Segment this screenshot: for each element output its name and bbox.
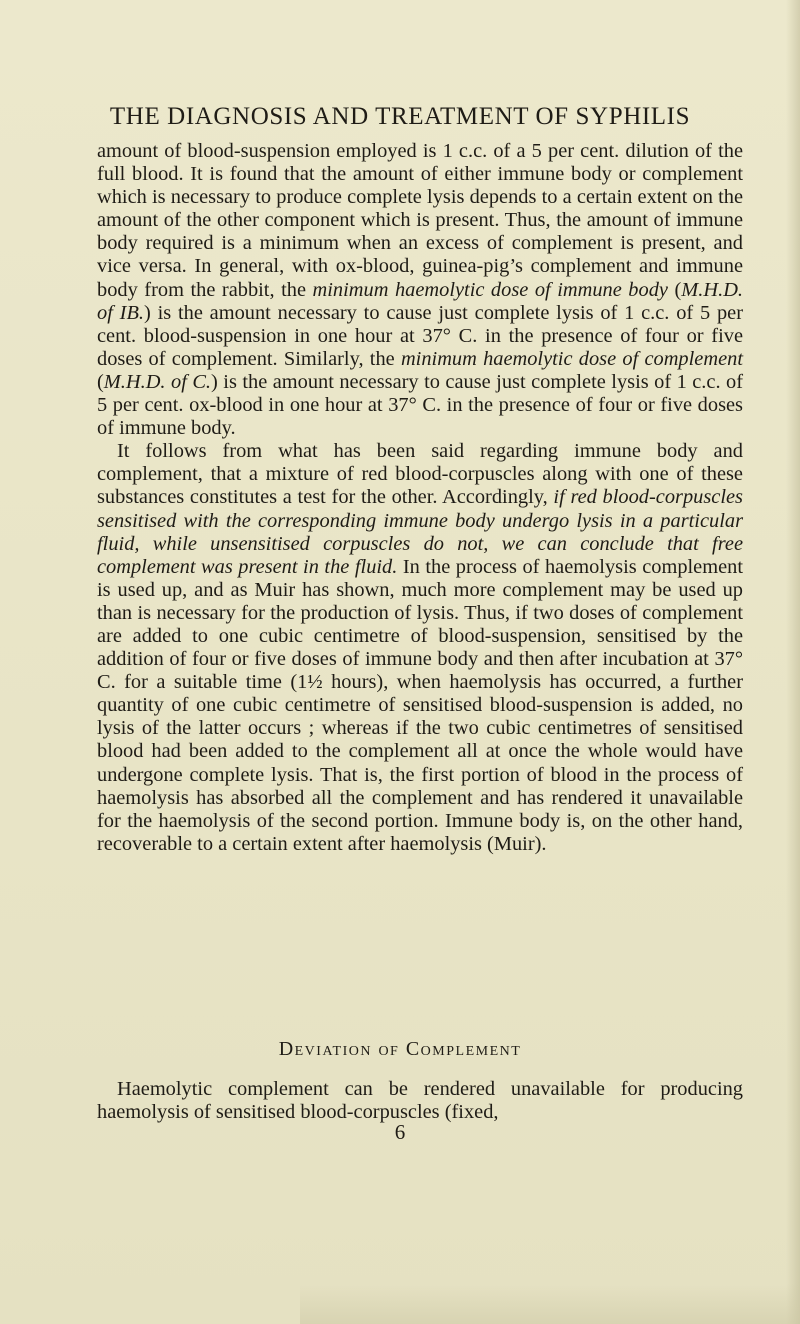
italic-text-segment: minimum haemolytic dose of immune body: [312, 278, 668, 301]
italic-text-segment: if red blood-corpuscles sensitised with the corresponding immune body undergo lysis in a particular fluid, while unsensitised corpuscles do not, we can conclude that free complement was present in the fluid.: [97, 486, 743, 578]
italic-text-segment: minimum haemolytic dose of complement: [400, 347, 743, 370]
page-bottom-shadow: [300, 1284, 800, 1324]
page-edge-shadow: [786, 0, 800, 1324]
section-body: [97, 1078, 743, 1124]
paragraph-2: [97, 440, 743, 856]
text-segment: ) is the amount necessary to cause just complete lysis of 1 c.c. of 5 per cent. blood-suspension in one hour at 37° C. in the presence of four or five doses of complement. Similarly, the: [97, 301, 743, 370]
text-segment: It follows from what has been said regarding immune body and complement, that a mixture of red blood-corpuscles along with one of these substances constitutes a test for the other. Accordingly,: [97, 440, 743, 509]
italic-text-segment: M.H.D. of IB.: [97, 278, 744, 324]
text-segment: (: [667, 278, 682, 301]
section-heading: Deviation of Complement: [278, 1038, 522, 1060]
text-segment: In the process of haemolysis complement is used up, and as Muir has shown, much more complement may be used up than is necessary for the production of lysis. Thus, if two doses of complement are added to one cubic centimetre of blood-suspension, sensitised by the addition of four or five doses of immune body and then after incubation at 37° C. for a suitable time (1½ hours), when haemolysis has occurred, a further quantity of one cubic centimetre of sensitised blood-suspension is added, no lysis of the latter occurs ; whereas if the two cubic centimetres of sensitised blood had been added to the complement all at once the whole would have undergone complete lysis. That is, the first portion of blood in the process of haemolysis has absorbed all the complement and has rendered it unavailable for the haemolysis of the second portion. Immune body is, on the other hand, recoverable to a certain extent after haemolysis (Muir).: [97, 555, 743, 855]
body-text: [97, 140, 743, 856]
section-paragraph: Haemolytic complement can be rendered unavailable for producing haemolysis of sensitised blood-corpuscles (fixed,: [97, 1078, 743, 1124]
italic-text-segment: M.H.D. of C.: [103, 370, 212, 393]
text-segment: (: [97, 370, 104, 393]
page-number: 6: [394, 1120, 406, 1144]
text-segment: amount of blood-suspension employed is 1 c.c. of a 5 per cent. dilution of the full blood. It is found that the amount of either immune body or complement which is necessary to produce complete lysis depends to a certain extent on the amount of the other component which is present. Thus, the amount of immune body required is a minimum when an excess of complement is present, and vice versa. In general, with ox-blood, guinea-pig’s complement and immune body from the rabbit, the: [97, 140, 743, 301]
paragraph-1: [97, 140, 743, 440]
text-segment: ) is the amount necessary to cause just complete lysis of 1 c.c. of 5 per cent. ox-blood in one hour at 37° C. in the presence of four or five doses of immune body.: [97, 370, 744, 440]
running-head: THE DIAGNOSIS AND TREATMENT OF SYPHILIS: [109, 103, 691, 130]
